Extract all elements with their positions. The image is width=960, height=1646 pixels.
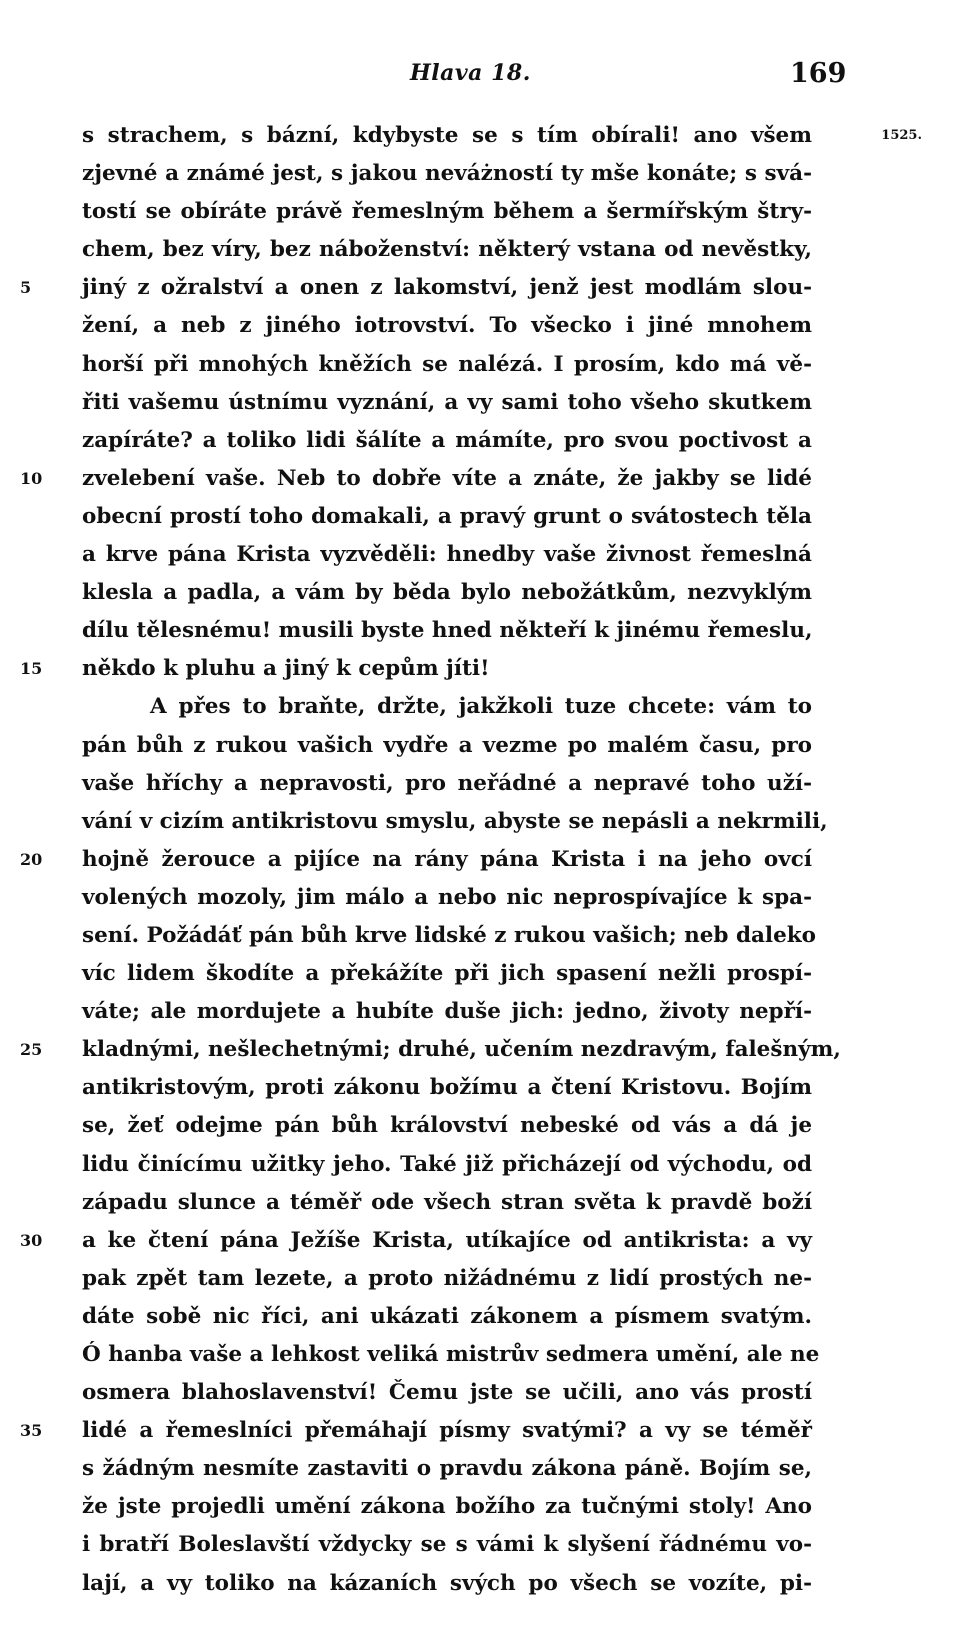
text-line: západu slunce a téměř ode všech stran světa k pravdě boží	[82, 1189, 812, 1215]
page-number: 169	[790, 58, 847, 89]
text-line: dílu tělesnému! musili byste hned někteří k jinému řemeslu,	[82, 618, 813, 644]
text-line: dáte sobě nic říci, ani ukázati zákonem a písmem svatým.	[82, 1303, 812, 1329]
text-line: i bratří Boleslavští vždycky se s vámi k slyšení řádnému vo-	[82, 1532, 812, 1558]
text-line: 15 někdo k pluhu a jiný k cepům jíti!	[82, 650, 812, 688]
text-line: se, žeť odejme pán bůh království nebeské od vás a dá je	[82, 1113, 812, 1139]
text-line: klesla a padla, a vám by běda bylo nebožátkům, nezvyklým	[82, 580, 812, 606]
text-line: obecní prostí toho domakali, a pravý grunt o svátostech těla	[82, 503, 812, 529]
text-line: a krve pána Krista vyzvěděli: hnedby vaše živnost řemeslná	[82, 542, 812, 568]
text-line: s žádným nesmíte zastaviti o pravdu zákona páně. Bojím se,	[82, 1456, 812, 1482]
text-line: chem, bez víry, bez náboženství: některý vstana od nevěstky,	[82, 237, 812, 263]
line-number: 10	[20, 468, 43, 488]
text-line: antikristovým, proti zákonu božímu a čtení Kristovu. Bojím	[82, 1075, 812, 1101]
page-header	[0, 58, 960, 94]
text-line: sení. Požádáť pán bůh krve lidské z rukou vašich; neb daleko	[82, 922, 817, 948]
text-line: pak zpět tam lezete, a proto nižádnému z lidí prostých ne-	[82, 1265, 812, 1291]
line-number: 35	[20, 1421, 43, 1441]
text-line: zapíráte? a toliko lidi šálíte a mámíte, pro svou poctivost a	[82, 427, 812, 453]
text-line: vaše hříchy a nepravosti, pro neřádné a nepravé toho uží-	[82, 770, 812, 796]
body-text	[20, 117, 922, 1603]
text-line: lají, a vy toliko na kázaních svých po všech se vozíte, pi-	[82, 1570, 812, 1596]
text-line: že jste projedli umění zákona božího za tučnými stoly! Ano	[82, 1494, 812, 1520]
running-head: Hlava 18.	[410, 60, 531, 86]
text-line: volených mozoly, jim málo a nebo nic neprospívajíce k spa-	[82, 884, 812, 910]
text-line: Ó hanba vaše a lehkost veliká mistrův sedmera umění, ale ne	[82, 1342, 820, 1367]
text-line: váte; ale mordujete a hubíte duše jich: jedno, životy nepří-	[82, 999, 812, 1025]
text-line: pán bůh z rukou vašich vydře a vezme po malém času, pro	[82, 732, 812, 758]
text-line: s strachem, s bázní, kdybyste se s tím obírali! ano všem 1525.	[82, 117, 812, 155]
line-number: 15	[20, 659, 43, 679]
text-line: 20 hojně žerouce a pijíce na rány pána Krista i na jeho ovcí	[82, 841, 812, 879]
text-line: horší při mnohých kněžích se nalézá. I prosím, kdo má vě-	[82, 351, 812, 377]
text-line: víc lidem škodíte a překážíte při jich spasení nežli prospí-	[82, 961, 812, 987]
line-number: 20	[20, 849, 43, 869]
text-line: osmera blahoslavenství! Čemu jste se učili, ano vás prostí	[82, 1380, 812, 1406]
line-number: 5	[20, 278, 32, 298]
text-line: 35 lidé a řemeslníci přemáhají písmy svatými? a vy se téměř	[82, 1412, 812, 1450]
text-line: 30 a ke čtení pána Ježíše Krista, utíkajíce od antikrista: a vy	[82, 1222, 812, 1260]
line-number: 30	[20, 1230, 43, 1250]
line-number: 25	[20, 1040, 43, 1060]
text-line: zjevné a známé jest, s jakou neváżností ty mše konáte; s svá-	[82, 161, 812, 187]
text-line: 10 zvelebení vaše. Neb to dobře víte a znáte, že jakby se lidé	[82, 460, 812, 498]
text-line: vání v cizím antikristovu smyslu, abyste se nepásli a nekrmili,	[82, 808, 828, 834]
text-line: 5 jiný z ožralství a onen z lakomství, jenž jest modlám slou-	[82, 269, 812, 307]
text-line: tostí se obíráte právě řemeslným během a šermířským štry-	[82, 199, 812, 225]
text-line: 25 kladnými, nešlechetnými; druhé, učením nezdravým, falešným,	[82, 1031, 812, 1069]
margin-year-note: 1525.	[881, 128, 922, 143]
text-line: žení, a neb z jiného iotrovství. To všecko i jiné mnohem	[82, 313, 812, 339]
text-line: lidu činícímu užitky jeho. Také již přicházejí od východu, od	[82, 1151, 812, 1177]
text-line: řiti vašemu ústnímu vyznání, a vy sami toho všeho skutkem	[82, 389, 812, 415]
text-line-paragraph-start: A přes to braňte, držte, jakžkoli tuze chcete: vám to	[150, 694, 812, 720]
